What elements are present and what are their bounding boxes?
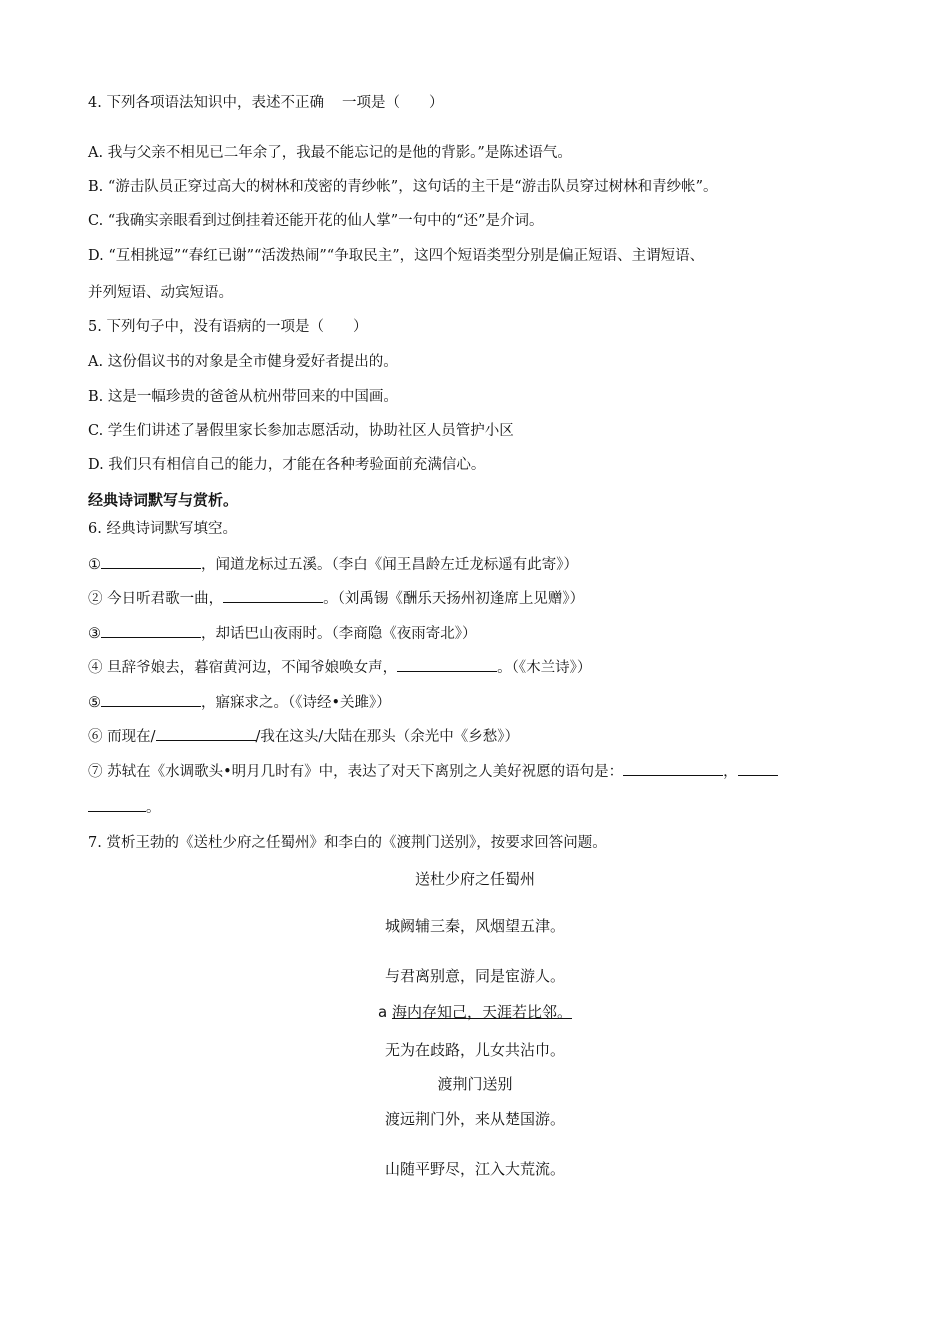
poem2-title: 渡荆门送别: [437, 1075, 513, 1093]
q4-option-c: C. “我确实亲眼看到过倒挂着还能开花的仙人掌”一句中的“还”是介词。: [88, 213, 544, 229]
fill-blank[interactable]: [738, 761, 778, 776]
q6-item-7-comma: ，: [723, 764, 738, 780]
q6-item-6-text: ⑥ 而现在/: [88, 729, 156, 745]
q6-item-2: [88, 588, 584, 609]
q4-option-d-continued: 并列短语、动宾短语。: [88, 285, 233, 301]
q6-item-5-number: ⑤: [88, 695, 101, 711]
q6-item-1-number: ①: [88, 557, 101, 573]
q4-option-d: D. “互相挑逗”“春红已谢”“活泼热闹”“争取民主”，这四个短语类型分别是偏正短语、主谓短语、: [88, 248, 705, 264]
fill-blank[interactable]: [397, 657, 497, 672]
q5-stem: 5. 下列句子中，没有语病的一项是（ ）: [88, 319, 368, 335]
fill-blank[interactable]: [223, 588, 323, 603]
q6-item-6: [88, 726, 519, 747]
q4-option-a: A. 我与父亲不相见已二年余了，我最不能忘记的是他的背影。”是陈述语气。: [88, 145, 572, 161]
poem1-line-2: 与君离别意，同是宦游人。: [384, 967, 565, 985]
q6-item-7: [88, 761, 778, 782]
q7-stem: 7. 赏析王勃的《送杜少府之任蜀州》和李白的《渡荆门送别》，按要求回答问题。: [88, 835, 607, 851]
poem1-line-3-text: 海内存知己，天涯若比邻。: [391, 1003, 572, 1021]
poem2-line-2: 山随平野尽，江入大荒流。: [384, 1160, 565, 1178]
fill-blank[interactable]: [101, 554, 201, 569]
q4-stem-tail: 一项是（ ）: [341, 95, 444, 111]
q4-stem-text: 4. 下列各项语法知识中，表述不正确: [88, 95, 324, 111]
q6-item-2-text: ② 今日听君歌一曲，: [88, 591, 224, 607]
q6-item-1-text: ，闻道龙标过五溪。（李白《闻王昌龄左迁龙标遥有此寄》）: [201, 557, 578, 573]
q6-item-3: [88, 623, 477, 644]
q4-stem: [88, 93, 443, 113]
poem1-line-1: 城阙辅三秦，风烟望五津。: [384, 917, 565, 935]
q6-item-3-text: ，却话巴山夜雨时。（李商隐《夜雨寄北》）: [201, 626, 477, 642]
q5-option-b: B. 这是一幅珍贵的爸爸从杭州带回来的中国画。: [88, 389, 398, 405]
q6-item-7-continued: [88, 797, 161, 818]
q6-item-5: [88, 692, 391, 713]
q6-item-4-source: 。（《木兰诗》）: [497, 660, 592, 676]
q6-item-7-text: ⑦ 苏轼在《水调歌头•明月几时有》中，表达了对天下离别之人美好祝愿的语句是：: [88, 764, 624, 780]
fill-blank[interactable]: [101, 623, 201, 638]
q5-option-a: A. 这份倡议书的对象是全市健身爱好者提出的。: [88, 354, 398, 370]
poem1-line-3: [0, 1002, 950, 1022]
q6-item-6-source: /我在这头/大陆在那头（余光中《乡愁》）: [255, 729, 520, 745]
q5-option-c: C. 学生们讲述了暑假里家长参加志愿活动，协助社区人员管护小区: [88, 423, 514, 439]
fill-blank[interactable]: [623, 761, 723, 776]
q6-item-1: [88, 554, 578, 575]
poem2-line-1: 渡远荆门外，来从楚国游。: [384, 1110, 565, 1128]
poem1-line-3-mark: a: [378, 1003, 388, 1021]
q6-stem: 6. 经典诗词默写填空。: [88, 521, 237, 537]
poem1-line-4: 无为在歧路，儿女共沾巾。: [384, 1041, 565, 1059]
q6-item-2-source: 。（刘禹锡《酬乐天扬州初逢席上见赠》）: [323, 591, 585, 607]
section-heading: 经典诗词默写与赏析。: [88, 491, 239, 509]
q6-item-4-text: ④ 旦辞爷娘去，暮宿黄河边，不闻爷娘唤女声，: [88, 660, 398, 676]
q5-option-d: D. 我们只有相信自己的能力，才能在各种考验面前充满信心。: [88, 457, 486, 473]
fill-blank[interactable]: [156, 726, 256, 741]
fill-blank[interactable]: [88, 797, 146, 812]
q6-item-3-number: ③: [88, 626, 101, 642]
poem1-title: 送杜少府之任蜀州: [414, 870, 535, 888]
q6-item-5-text: ，寤寐求之。（《诗经•关雎》）: [201, 695, 391, 711]
q6-item-4: [88, 657, 591, 678]
q6-item-7-end: 。: [146, 800, 161, 816]
fill-blank[interactable]: [101, 692, 201, 707]
q4-option-b: B. “游击队员正穿过高大的树林和茂密的青纱帐”，这句话的主干是“游击队员穿过树林和青纱帐”。: [88, 179, 718, 195]
